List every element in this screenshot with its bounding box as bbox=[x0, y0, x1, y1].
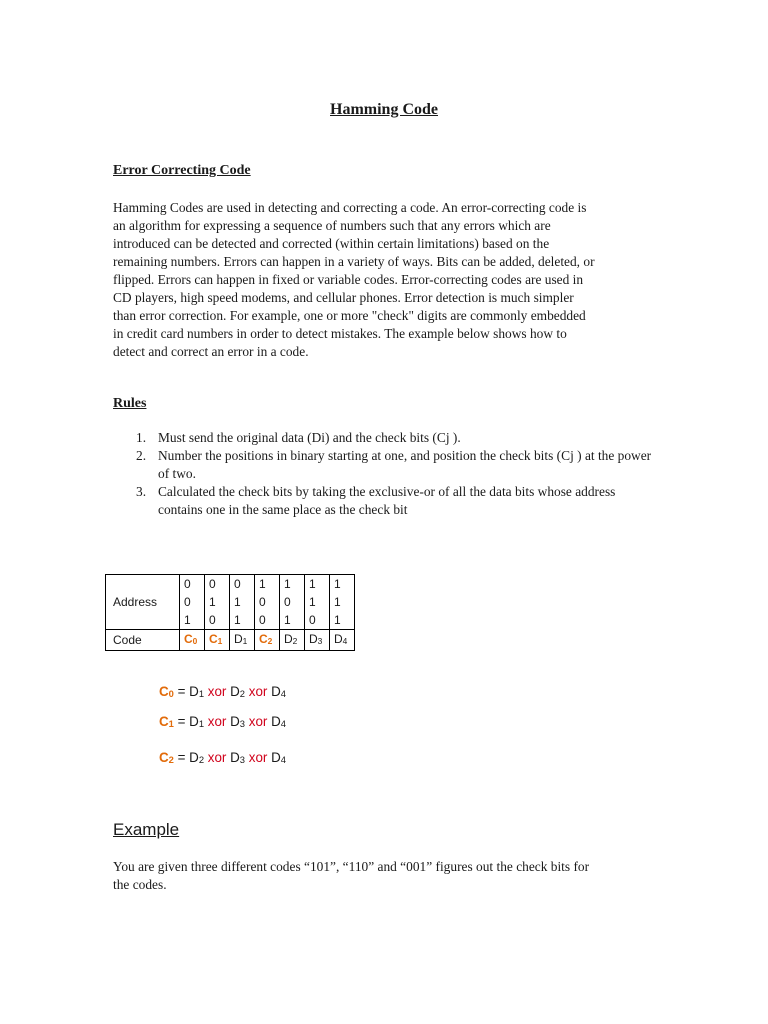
paragraph-line: than error correction. For example, one or more "check" digits are commonly embedded bbox=[113, 308, 586, 323]
example-paragraph bbox=[113, 858, 658, 894]
equation-c1: $C_1 = D_1$ xor $D_3$ xor $D_4$ bbox=[159, 714, 286, 729]
address-cell: 0 0 1 bbox=[180, 575, 205, 630]
rule-text: Calculated the check bits by taking the exclusive-or of all the data bits whose address contains one in the same place as the check bit bbox=[158, 484, 616, 517]
section-heading-rules: Rules bbox=[113, 396, 147, 411]
address-cell: 1 0 0 bbox=[255, 575, 280, 630]
rule-text: Number the positions in binary starting at one, and position the check bits (Cj ) at the power of two. bbox=[158, 448, 652, 481]
address-cell: 0 1 1 bbox=[230, 575, 255, 630]
code-label: Code bbox=[106, 630, 180, 651]
code-cell-check-bit: $C_2$ bbox=[255, 630, 280, 651]
address-label: Address bbox=[106, 575, 180, 630]
code-row bbox=[106, 630, 355, 651]
paragraph-line: the codes. bbox=[113, 877, 167, 892]
paragraph-line: an algorithm for expressing a sequence of numbers such that any errors which are bbox=[113, 218, 551, 233]
address-cell: 1 1 1 bbox=[330, 575, 355, 630]
paragraph-line: CD players, high speed modems, and cellular phones. Error detection is much simpler bbox=[113, 290, 574, 305]
rule-number: 2. bbox=[136, 448, 147, 463]
rule-text: Must send the original data (Di) and the check bits (Cj ). bbox=[158, 430, 461, 445]
intro-paragraph bbox=[113, 199, 658, 361]
paragraph-line: detect and correct an error in a code. bbox=[113, 344, 309, 359]
equation-c2: $C_2 = D_2$ xor $D_3$ xor $D_4$ bbox=[159, 750, 286, 765]
rules-list bbox=[113, 429, 658, 519]
page-title: Hamming Code bbox=[330, 101, 438, 118]
rule-item bbox=[113, 483, 658, 519]
paragraph-line: flipped. Errors can happen in fixed or variable codes. Error-correcting codes are used in bbox=[113, 272, 584, 287]
code-cell-data-bit: $D_1$ bbox=[230, 630, 255, 651]
code-cell-data-bit: $D_4$ bbox=[330, 630, 355, 651]
code-cell-data-bit: $D_2$ bbox=[280, 630, 305, 651]
section-heading-example: Example bbox=[113, 820, 180, 839]
rule-number: 3. bbox=[136, 484, 147, 499]
rule-item bbox=[113, 447, 658, 483]
equation-c0: $C_0 = D_1$ xor $D_2$ xor $D_4$ bbox=[159, 684, 286, 699]
address-cell: 1 0 1 bbox=[280, 575, 305, 630]
code-cell-check-bit: $C_1$ bbox=[205, 630, 230, 651]
rule-item bbox=[113, 429, 658, 447]
section-heading-error-correcting-code: Error Correcting Code bbox=[113, 163, 251, 178]
paragraph-line: Hamming Codes are used in detecting and correcting a code. An error-correcting code is bbox=[113, 200, 587, 215]
address-row bbox=[106, 575, 355, 630]
address-table bbox=[105, 574, 355, 651]
code-cell-data-bit: $D_3$ bbox=[305, 630, 330, 651]
paragraph-line: in credit card numbers in order to detect mistakes. The example below shows how to bbox=[113, 326, 567, 341]
paragraph-line: You are given three different codes “101”, “110” and “001” figures out the check bits for bbox=[113, 859, 590, 874]
code-cell-check-bit: $C_0$ bbox=[180, 630, 205, 651]
paragraph-line: introduced can be detected and corrected (within certain limitations) based on the bbox=[113, 236, 550, 251]
address-cell: 0 1 0 bbox=[205, 575, 230, 630]
address-cell: 1 1 0 bbox=[305, 575, 330, 630]
rule-number: 1. bbox=[136, 430, 147, 445]
paragraph-line: remaining numbers. Errors can happen in a variety of ways. Bits can be added, deleted, or bbox=[113, 254, 595, 269]
